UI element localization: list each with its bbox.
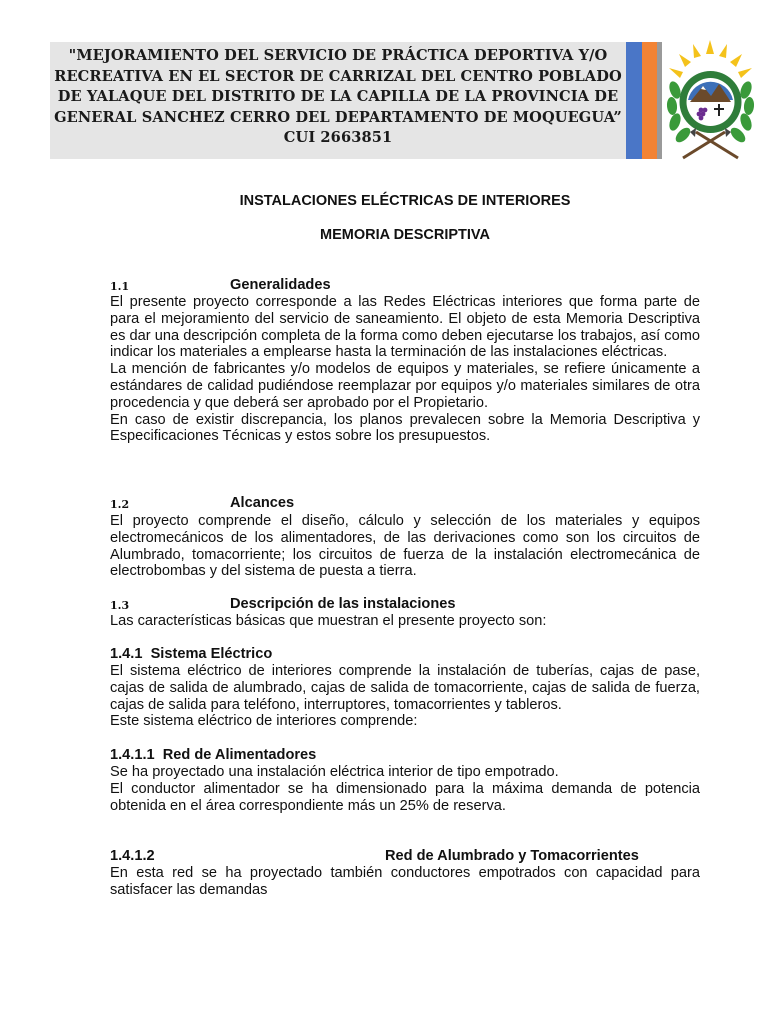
section-body bbox=[110, 663, 700, 730]
project-title bbox=[50, 46, 626, 149]
section-body bbox=[110, 865, 700, 899]
section-body bbox=[110, 613, 700, 630]
subsection-heading: 1.4.1 Sistema Eléctrico bbox=[110, 646, 273, 662]
municipal-crest-icon bbox=[663, 40, 758, 162]
paragraph: Las características básicas que muestran el presente proyecto son: bbox=[110, 613, 547, 629]
section-body bbox=[110, 764, 700, 814]
paragraph: El conductor alimentador se ha dimensionado para la máxima demanda de potencia obtenida en el área correspondiente más un 25% de reserva. bbox=[110, 780, 700, 814]
section-body bbox=[110, 513, 700, 580]
gray-stripe bbox=[657, 42, 662, 159]
paragraph: En caso de existir discrepancia, los planos prevalecen sobre la Memoria Descriptiva y Especificaciones Técnicas y estos sobre los presupuestos. bbox=[110, 411, 700, 445]
project-title-line: DE YALAQUE DEL DISTRITO DE LA CAPILLA DE LA PROVINCIA DE bbox=[57, 88, 619, 105]
subsection-heading: 1.4.1.1 Red de Alimentadores bbox=[110, 747, 317, 763]
section-number: 1.2 bbox=[110, 498, 130, 511]
document-subtitle: MEMORIA DESCRIPTIVA bbox=[320, 227, 490, 243]
paragraph: Se ha proyectado una instalación eléctrica interior de tipo empotrado. bbox=[110, 764, 559, 780]
paragraph: El proyecto comprende el diseño, cálculo y selección de los materiales y equipos electromecánicos de los alimentadores, de las derivaciones como son los circuitos de Alumbrado, tomacorriente; los circuitos de fuerza de la instalación electromecánica de electrobombas y del sistema de puesta a tierra. bbox=[110, 513, 700, 580]
paragraph: Este sistema eléctrico de interiores comprende: bbox=[110, 713, 418, 730]
project-title-line: "MEJORAMIENTO DEL SERVICIO DE PRÁCTICA DEPORTIVA Y/O bbox=[68, 47, 608, 64]
section-title: Generalidades bbox=[230, 277, 331, 293]
project-title-line: GENERAL SANCHEZ CERRO DEL DEPARTAMENTO DE MOQUEGUA” bbox=[54, 108, 622, 126]
paragraph: La mención de fabricantes y/o modelos de equipos y materiales, se refiere únicamente a estándares de calidad pudiéndose reemplazar por equipos y/o materiales similares de otra procedencia y que deberá ser aprobado por el Propietario. bbox=[110, 361, 700, 411]
section-body bbox=[110, 294, 700, 445]
document-title: INSTALACIONES ELÉCTRICAS DE INTERIORES bbox=[239, 193, 571, 209]
paragraph: El presente proyecto corresponde a las Redes Eléctricas interiores que forma parte de para el mejoramiento del servicio de saneamiento. El objeto de esta Memoria Descriptiva es dar una descripción completa de la forma como deben ejecutarse los trabajos, así como indicar los materiales a emplearse hasta la terminación de las instalaciones eléctricas. bbox=[110, 294, 700, 361]
section-title: Alcances bbox=[230, 495, 295, 511]
document-header bbox=[50, 42, 662, 159]
subsection-number: 1.4.1.2 bbox=[110, 848, 155, 864]
subsection-title: Red de Alumbrado y Tomacorrientes bbox=[385, 848, 639, 864]
section-title: Descripción de las instalaciones bbox=[230, 596, 456, 612]
section-number: 1.3 bbox=[110, 599, 130, 612]
paragraph: El sistema eléctrico de interiores comprende la instalación de tuberías, cajas de pase, cajas de salida de alumbrado, cajas de salida de tomacorriente, cajas de salida de fuerza, cajas de salida para teléfono, interruptores, tomacorrientes y tableros. bbox=[110, 663, 700, 713]
orange-stripe bbox=[642, 42, 657, 159]
project-cui: CUI 2663851 bbox=[283, 129, 393, 146]
paragraph: En esta red se ha proyectado también conductores empotrados con capacidad para satisfacer las demandas bbox=[110, 865, 700, 898]
section-number: 1.1 bbox=[110, 280, 130, 293]
blue-stripe bbox=[626, 42, 642, 159]
project-title-line: RECREATIVA EN EL SECTOR DE CARRIZAL DEL CENTRO POBLADO bbox=[54, 67, 622, 85]
